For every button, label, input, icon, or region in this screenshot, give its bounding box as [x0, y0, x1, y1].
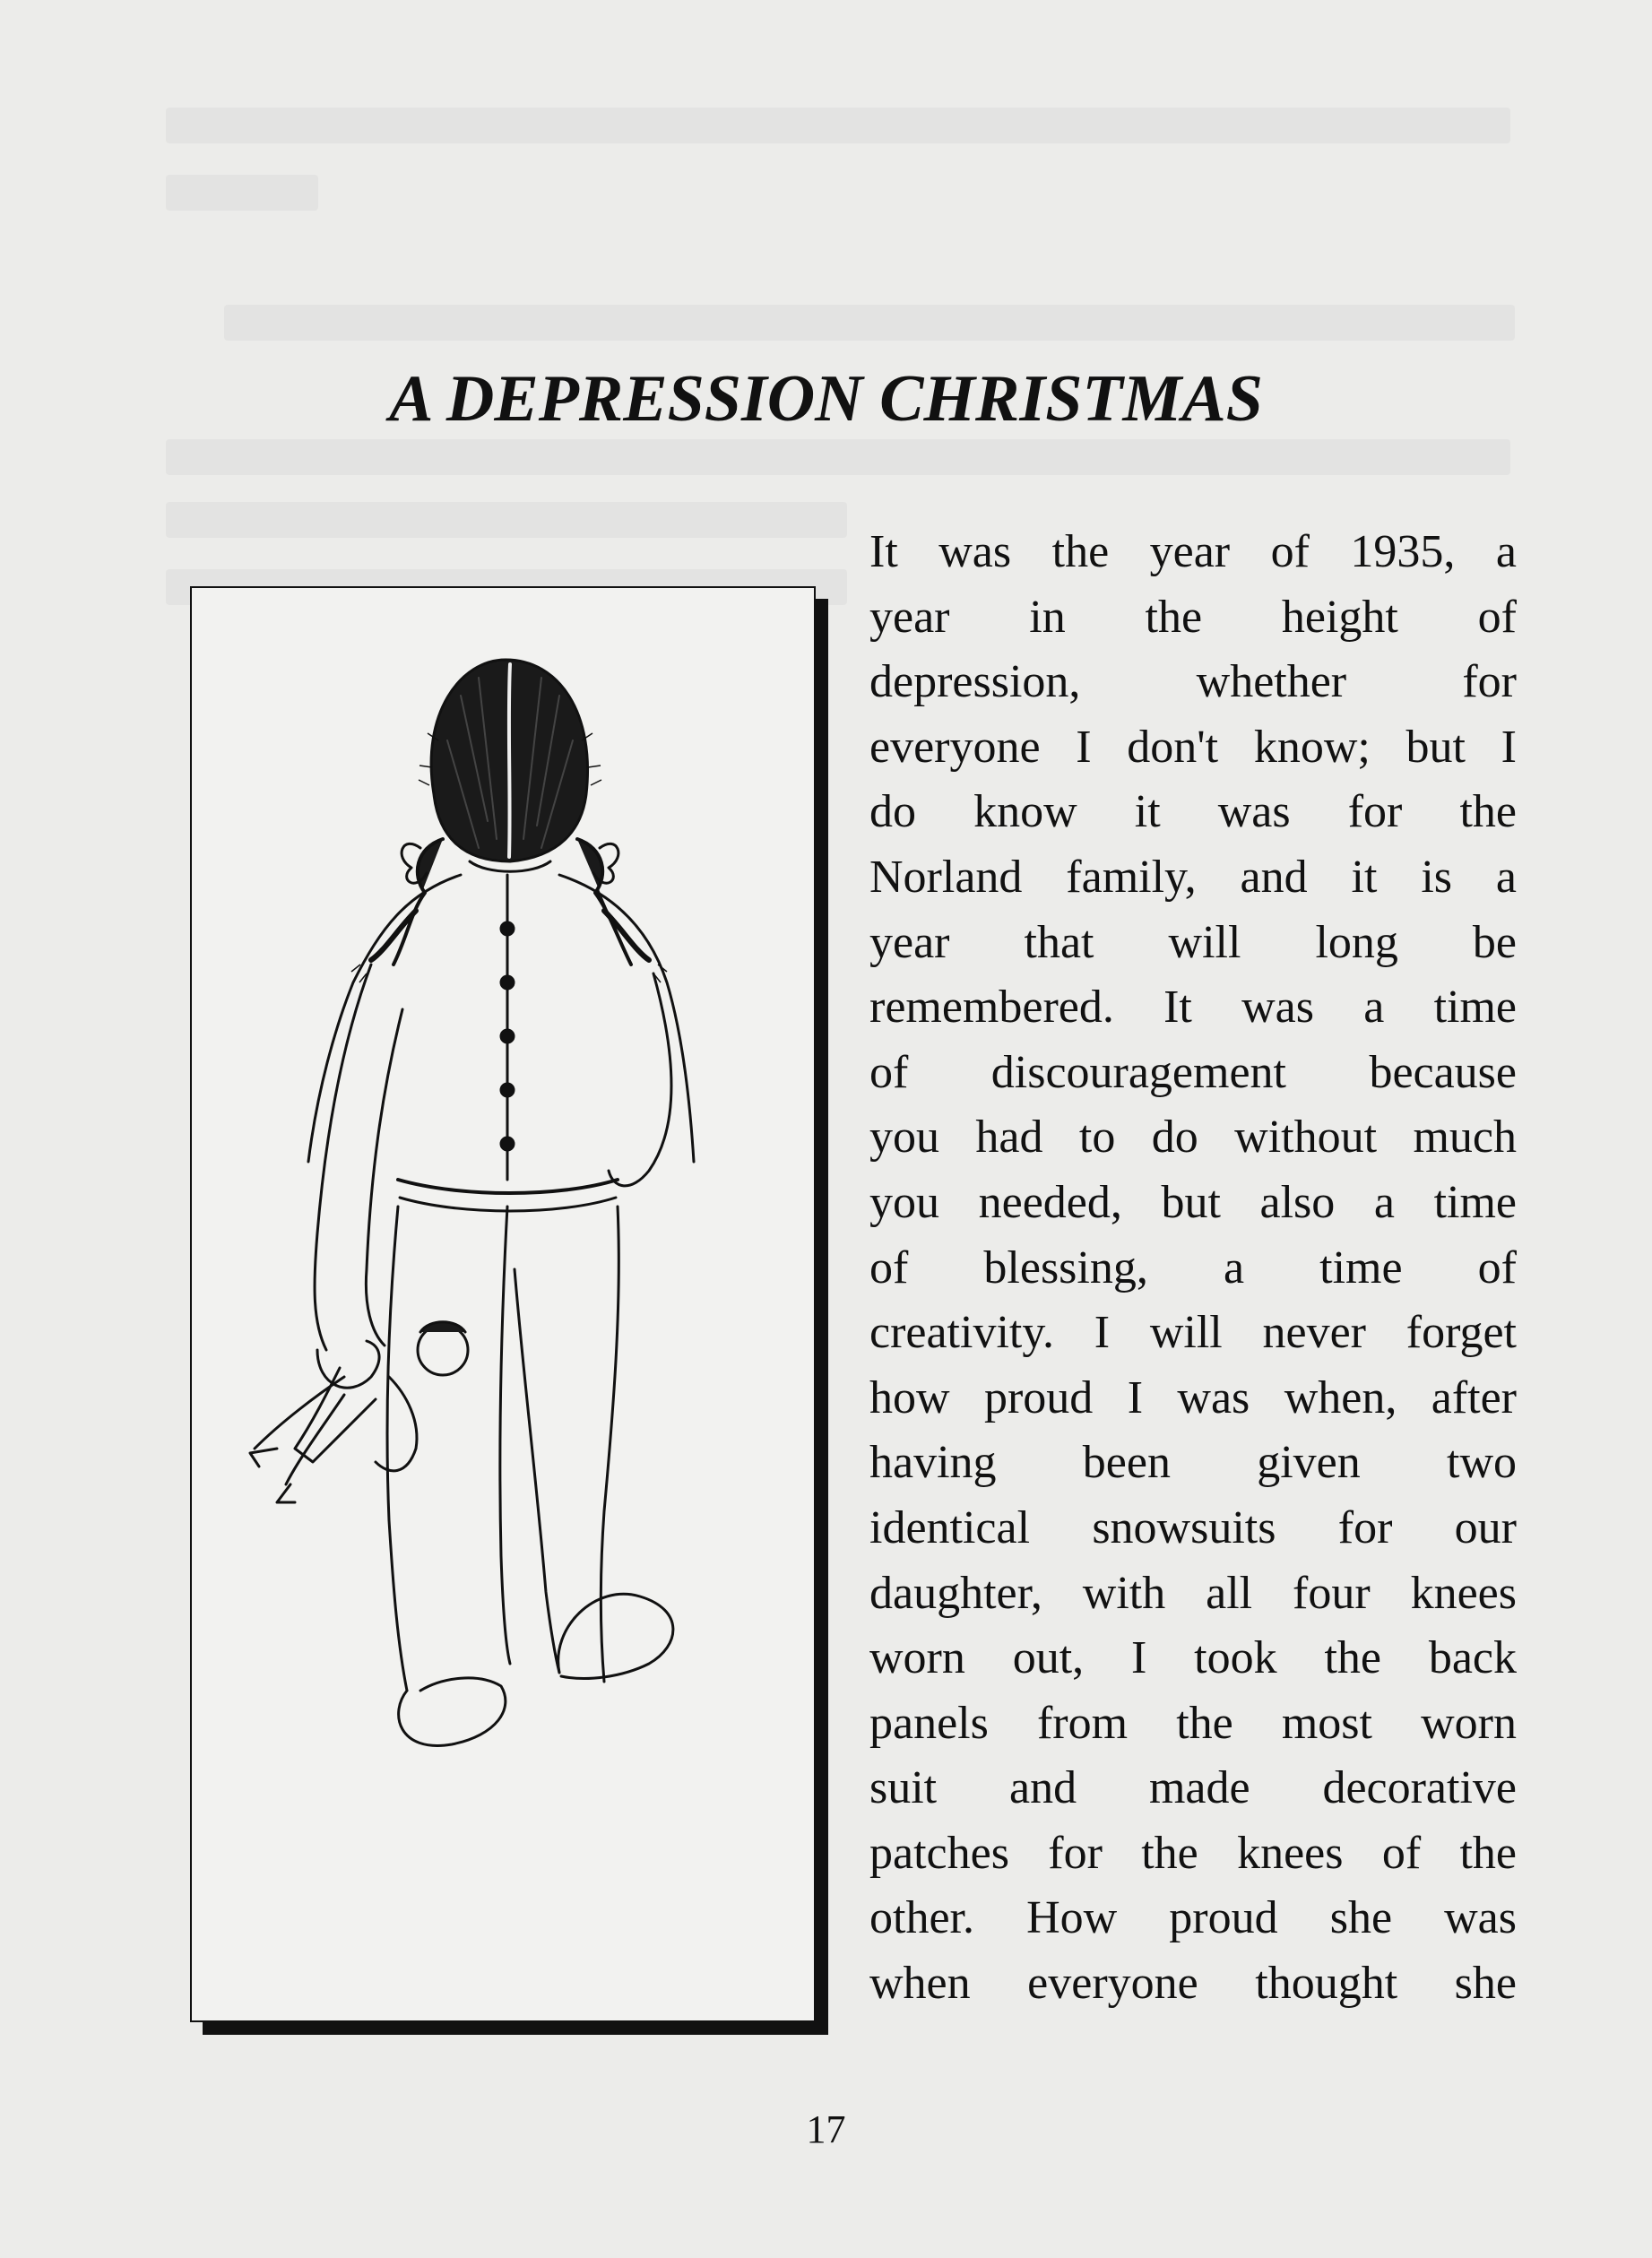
body-line: everyone I don't know; but I: [869, 721, 1517, 773]
body-line: of discouragement because: [869, 1046, 1517, 1098]
body-line: other. How proud she was: [869, 1892, 1517, 1944]
body-line: do know it was for the: [869, 786, 1517, 838]
body-line: having been given two: [869, 1437, 1517, 1489]
body-line: depression, whether for: [869, 656, 1517, 708]
body-line: how proud I was when, after: [869, 1371, 1517, 1423]
body-line: you needed, but also a time: [869, 1176, 1517, 1228]
body-line: when everyone thought she: [869, 1958, 1517, 2010]
body-line: Norland family, and it is a: [869, 851, 1517, 903]
body-line: you had to do without much: [869, 1112, 1517, 1164]
body-paragraph: [869, 520, 1517, 2017]
body-line: remembered. It was a time: [869, 982, 1517, 1034]
body-line: panels from the most worn: [869, 1697, 1517, 1749]
page-number: 17: [806, 2107, 846, 2151]
page-title: A DEPRESSION CHRISTMAS: [389, 362, 1263, 436]
illustration-frame: [190, 586, 816, 2022]
body-line: It was the year of 1935, a: [869, 526, 1517, 577]
body-line: identical snowsuits for our: [869, 1501, 1517, 1553]
body-line: daughter, with all four knees: [869, 1567, 1517, 1619]
body-line: creativity. I will never forget: [869, 1307, 1517, 1359]
body-line: year that will long be: [869, 916, 1517, 968]
body-line: suit and made decorative: [869, 1762, 1517, 1814]
body-line: patches for the knees of the: [869, 1827, 1517, 1879]
body-line: year in the height of: [869, 591, 1517, 643]
body-line: of blessing, a time of: [869, 1241, 1517, 1293]
body-line: worn out, I took the back: [869, 1632, 1517, 1684]
girl-with-braids-holding-doll-icon: [192, 588, 814, 2020]
